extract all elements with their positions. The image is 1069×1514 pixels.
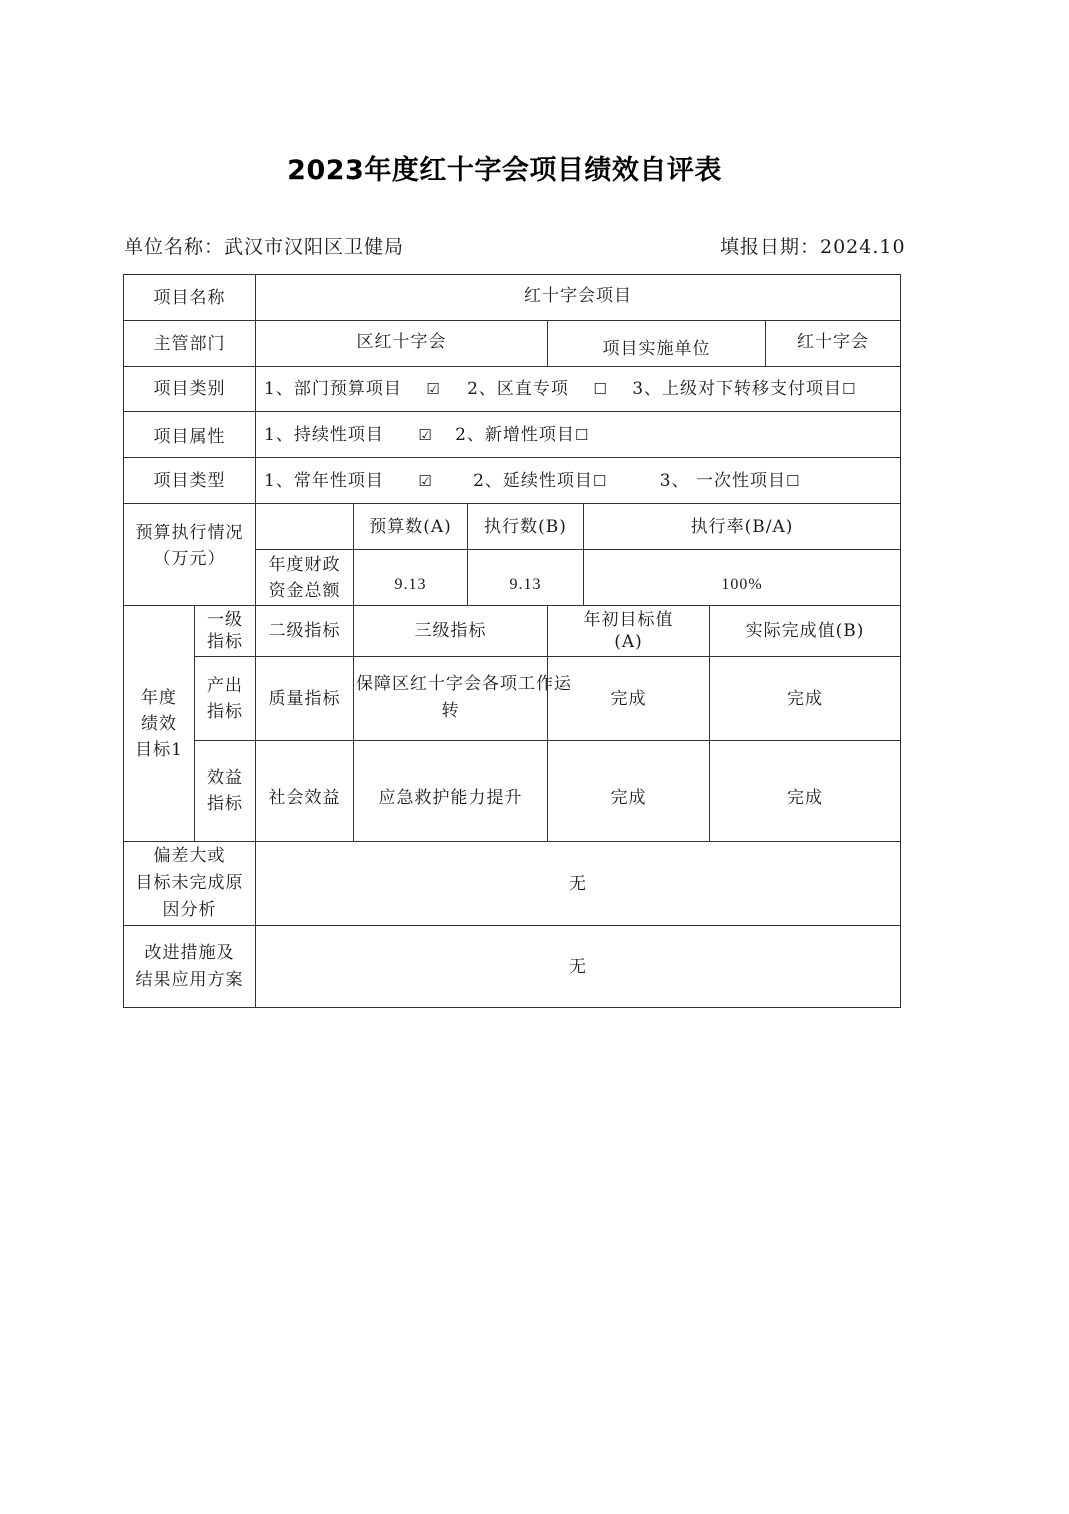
type-options [256,458,901,504]
goal-level1-line: 效益 [207,768,243,788]
goal-level1 [195,741,256,842]
improvement-label-line: 结果应用方案 [135,969,244,990]
deviation-label-line: 因分析 [162,900,217,920]
budget-label-line: （万元） [153,549,226,569]
budget-label [124,504,256,606]
department-label: 主管部门 [124,321,256,367]
budget-row-label-line: 年度财政 [268,554,341,575]
type-opt1: 1、常年性项目 [264,470,384,491]
rate-value: 100% [584,550,901,606]
goal-target: 完成 [548,741,710,842]
deviation-label-line: 偏差大或 [153,846,226,866]
row-project-name [124,275,901,321]
row-type [124,458,901,504]
report-date: 填报日期：2024.10 [720,236,906,258]
project-name-value: 红十字会项目 [256,275,901,321]
goal-level1-line: 指标 [207,794,243,814]
goal-level3-line: 转 [441,701,460,721]
checkbox-empty-icon[interactable]: ☐ [593,380,608,398]
goal-row [124,741,901,842]
goal-level1 [195,657,256,741]
goal-level3: 应急救护能力提升 [354,741,548,842]
deviation-label-line: 目标未完成原 [135,873,244,893]
goals-label-line: 目标1 [135,739,183,760]
deviation-value: 无 [256,842,901,926]
deviation-label [124,842,256,926]
budget-col-exec: 执行数(B) [468,504,584,550]
header-target-line: 年初目标值 [583,610,674,630]
exec-value: 9.13 [468,550,584,606]
goals-label-line: 绩效 [141,713,177,734]
type-opt2: 2、延续性项目 [473,470,593,491]
department-value: 区红十字会 [256,321,548,367]
header-target [548,606,710,657]
attribute-opt1: 1、持续性项目 [264,424,384,445]
header-level3: 三级指标 [354,606,548,657]
budget-row-label-line: 资金总额 [268,580,341,601]
impl-unit-value: 红十字会 [766,321,901,367]
goal-level2: 社会效益 [256,741,354,842]
improvement-label-line: 改进措施及 [144,942,235,963]
budget-row-label [256,550,354,606]
goal-actual: 完成 [710,741,901,842]
goal-level3 [354,657,572,741]
goals-label [124,606,195,842]
checkbox-empty-icon[interactable]: ☐ [574,425,590,444]
goals-label-line: 年度 [141,687,177,708]
row-category [124,367,901,412]
header-level1 [195,606,256,657]
checkbox-checked-icon[interactable]: ☑ [418,425,433,444]
category-opt2: 2、区直专项 [467,379,569,399]
page-title: 2023年度红十字会项目绩效自评表 [287,155,722,186]
goal-target: 完成 [548,657,710,741]
type-opt3: 3、 一次性项目 [659,470,787,491]
goal-level1-line: 指标 [207,701,243,722]
header-level1-line: 指标 [207,632,243,652]
type-label: 项目类型 [124,458,256,504]
goal-row [124,657,901,741]
project-name-label: 项目名称 [124,275,256,321]
checkbox-empty-icon[interactable]: ☐ [786,471,801,490]
category-options [256,367,901,412]
checkbox-checked-icon[interactable]: ☑ [426,380,441,398]
unit-name: 单位名称：武汉市汉阳区卫健局 [124,236,405,258]
row-improvement [124,926,901,1008]
header-level2: 二级指标 [256,606,354,657]
row-deviation [124,842,901,926]
budget-col-budget: 预算数(A) [354,504,468,550]
attribute-options [256,412,901,458]
attribute-label: 项目属性 [124,412,256,458]
improvement-label [124,926,256,1008]
row-budget-header [124,504,901,550]
attribute-opt2: 2、新增性项目 [455,424,575,445]
checkbox-empty-icon[interactable]: ☐ [842,380,857,398]
category-opt3: 3、上级对下转移支付项目 [632,379,843,399]
row-department [124,321,901,367]
checkbox-empty-icon[interactable]: ☐ [592,471,608,490]
header-actual: 实际完成值(B) [710,606,901,657]
impl-unit-label: 项目实施单位 [548,321,766,367]
budget-value: 9.13 [354,550,468,606]
category-opt1: 1、部门预算项目 [264,379,402,399]
budget-label-line: 预算执行情况 [135,523,244,543]
goal-level1-line: 产出 [207,675,243,696]
category-label: 项目类别 [124,367,256,412]
improvement-value: 无 [256,926,901,1008]
budget-blank-cell [256,504,354,550]
checkbox-checked-icon[interactable]: ☑ [418,471,433,490]
evaluation-table [123,274,901,1008]
budget-col-rate: 执行率(B/A) [584,504,901,550]
goal-level2: 质量指标 [256,657,354,741]
row-attribute [124,412,901,458]
row-goals-header [124,606,901,657]
header-target-line: (A) [614,632,643,652]
goal-level3-line: 保障区红十字会各项工作运 [356,674,572,694]
header-level1-line: 一级 [207,610,243,630]
goal-actual: 完成 [710,657,901,741]
